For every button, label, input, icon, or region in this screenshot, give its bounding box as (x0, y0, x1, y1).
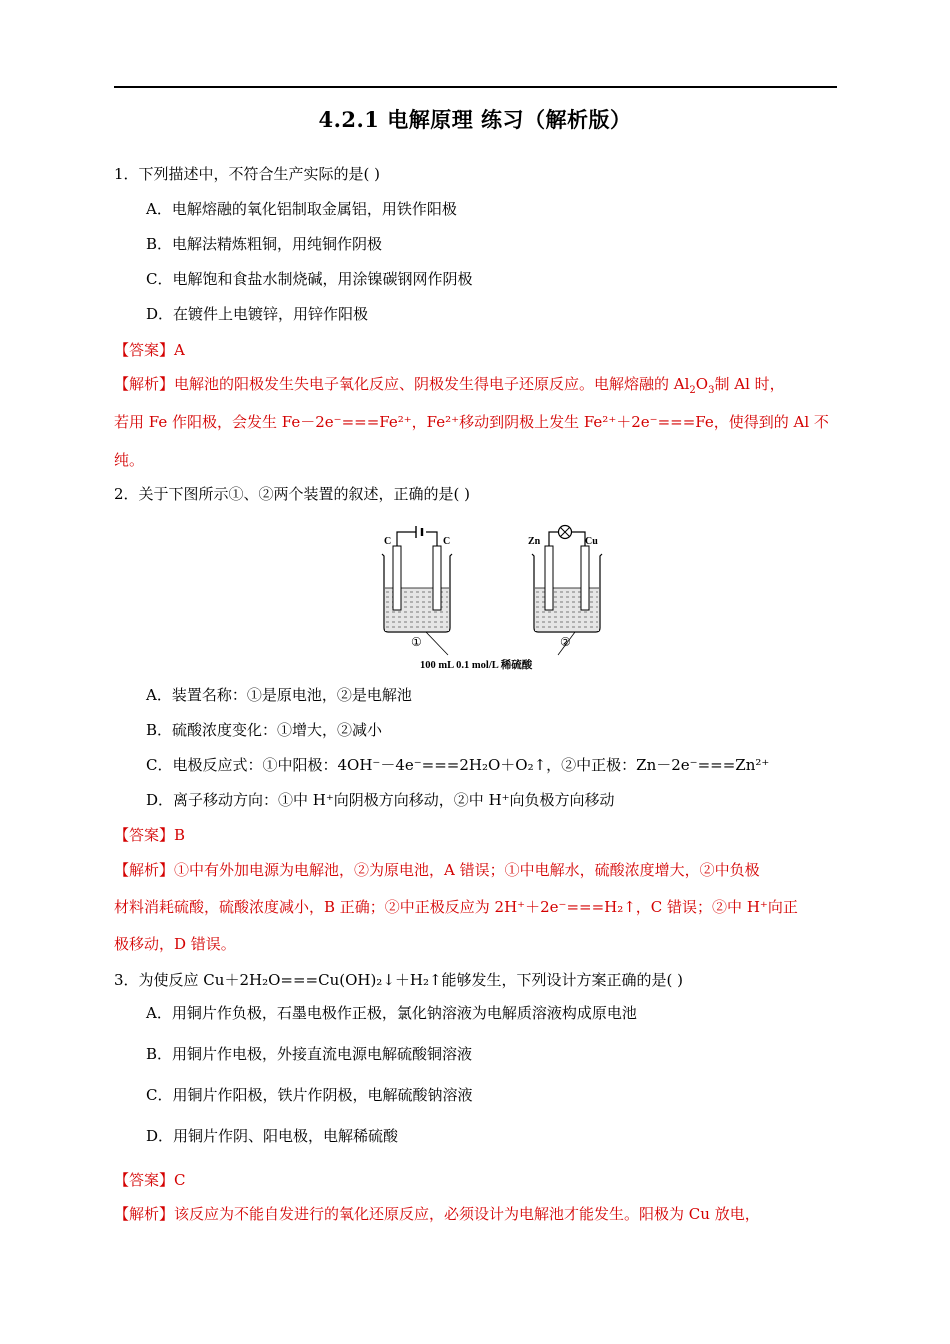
figure-caption: 100 mL 0.1 mol/L 稀硫酸 (420, 660, 533, 671)
q3-option-a: A．用铜片作负极，石墨电极作正极，氯化钠溶液为电解质溶液构成原电池 (146, 1004, 637, 1022)
apparatus-2 (528, 526, 602, 656)
q2-option-b: B．硫酸浓度变化：①增大，②减小 (146, 721, 383, 739)
q1-analysis-text-1b: 制 Al 时， (714, 375, 785, 393)
figure-num-2: ② (560, 635, 571, 649)
q2-analysis-line-3: 极移动，D 错误。 (114, 935, 236, 953)
q1-analysis-line-2: 若用 Fe 作阳极，会发生 Fe－2e⁻===Fe²⁺，Fe²⁺移动到阴极上发生 Fe²⁺＋2e⁻===Fe，使得到的 Al 不 (114, 413, 829, 431)
q1-stem: 1．下列描述中，不符合生产实际的是( ) (114, 165, 381, 183)
q2-analysis-line-2: 材料消耗硫酸，硫酸浓度减小，B 正确；②中正极反应为 2H⁺＋2e⁻===H₂↑，C 错误；②中 H⁺向正 (114, 898, 798, 916)
q1-option-c: C．电解饱和食盐水制烧碱，用涂镍碳钢网作阴极 (146, 270, 473, 288)
electrode-cu (581, 546, 589, 610)
q2-option-a: A．装置名称：①是原电池，②是电解池 (146, 686, 412, 704)
label-c-left: C (384, 536, 392, 547)
electrode-zn (545, 546, 553, 610)
q2-answer-label: 【答案】 (114, 826, 175, 844)
label-zn: Zn (528, 536, 541, 547)
q3-stem: 3．为使反应 Cu＋2H₂O===Cu(OH)₂↓＋H₂↑能够发生，下列设计方案正确的是( ) (114, 971, 684, 989)
figure-num-1: ① (411, 635, 422, 649)
q1-answer (114, 340, 185, 360)
q1-option-a: A．电解熔融的氧化铝制取金属铝，用铁作阳极 (146, 200, 457, 218)
formula-sub: 3 (708, 385, 715, 396)
q2-analysis-label: 【解析】 (114, 861, 175, 879)
q1-answer-value: A (174, 341, 185, 359)
q2-analysis-line-1 (114, 860, 760, 880)
q1-analysis-text-1a: 电解池的阳极发生失电子氧化反应、阴极发生得电子还原反应。电解熔融的 Al (174, 375, 690, 393)
q2-option-c: C．电极反应式：①中阳极：4OH⁻－4e⁻===2H₂O＋O₂↑，②中正极：Zn－2e⁻===Zn²⁺ (146, 756, 770, 774)
formula-sub: 2 (689, 385, 696, 396)
q1-analysis-label: 【解析】 (114, 375, 175, 393)
q3-answer-label: 【答案】 (114, 1171, 175, 1189)
q3-answer-value: C (174, 1171, 186, 1189)
q2-answer (114, 825, 185, 845)
q3-answer (114, 1170, 186, 1190)
q1-answer-label: 【答案】 (114, 341, 175, 359)
electrode-c-left (393, 546, 401, 610)
q3-analysis-text-1: 该反应为不能自发进行的氧化还原反应，必须设计为电解池才能发生。阳极为 Cu 放电， (174, 1205, 760, 1223)
q1-option-b: B．电解法精炼粗铜，用纯铜作阴极 (146, 235, 383, 253)
q3-analysis-label: 【解析】 (114, 1205, 175, 1223)
electrode-c-right (433, 546, 441, 610)
page-title: 4.2.1 电解原理 练习（解析版） (318, 107, 632, 132)
q1-option-d: D．在镀件上电镀锌，用锌作阳极 (146, 305, 369, 323)
q3-analysis-line-1 (114, 1204, 760, 1224)
q3-option-b: B．用铜片作电极，外接直流电源电解硫酸铜溶液 (146, 1045, 473, 1063)
label-cu: Cu (585, 536, 598, 547)
q2-option-d: D．离子移动方向：①中 H⁺向阴极方向移动，②中 H⁺向负极方向移动 (146, 791, 615, 809)
formula-o: O (695, 375, 709, 393)
q3-option-c: C．用铜片作阳极，铁片作阴极，电解硫酸钠溶液 (146, 1086, 473, 1104)
q2-stem: 2．关于下图所示①、②两个装置的叙述，正确的是( ) (114, 485, 471, 503)
label-c-right: C (443, 536, 451, 547)
header-rule (114, 86, 837, 88)
q1-analysis-line-1 (114, 374, 785, 394)
apparatus-1 (382, 526, 452, 655)
q1-analysis-line-3: 纯。 (114, 451, 145, 469)
electrolysis-apparatus-figure (370, 518, 610, 678)
q2-answer-value: B (174, 826, 186, 844)
q3-option-d: D．用铜片作阴、阳电极，电解稀硫酸 (146, 1127, 399, 1145)
q2-analysis-text-1: ①中有外加电源为电解池，②为原电池，A 错误；①中电解水，硫酸浓度增大，②中负极 (174, 861, 760, 879)
